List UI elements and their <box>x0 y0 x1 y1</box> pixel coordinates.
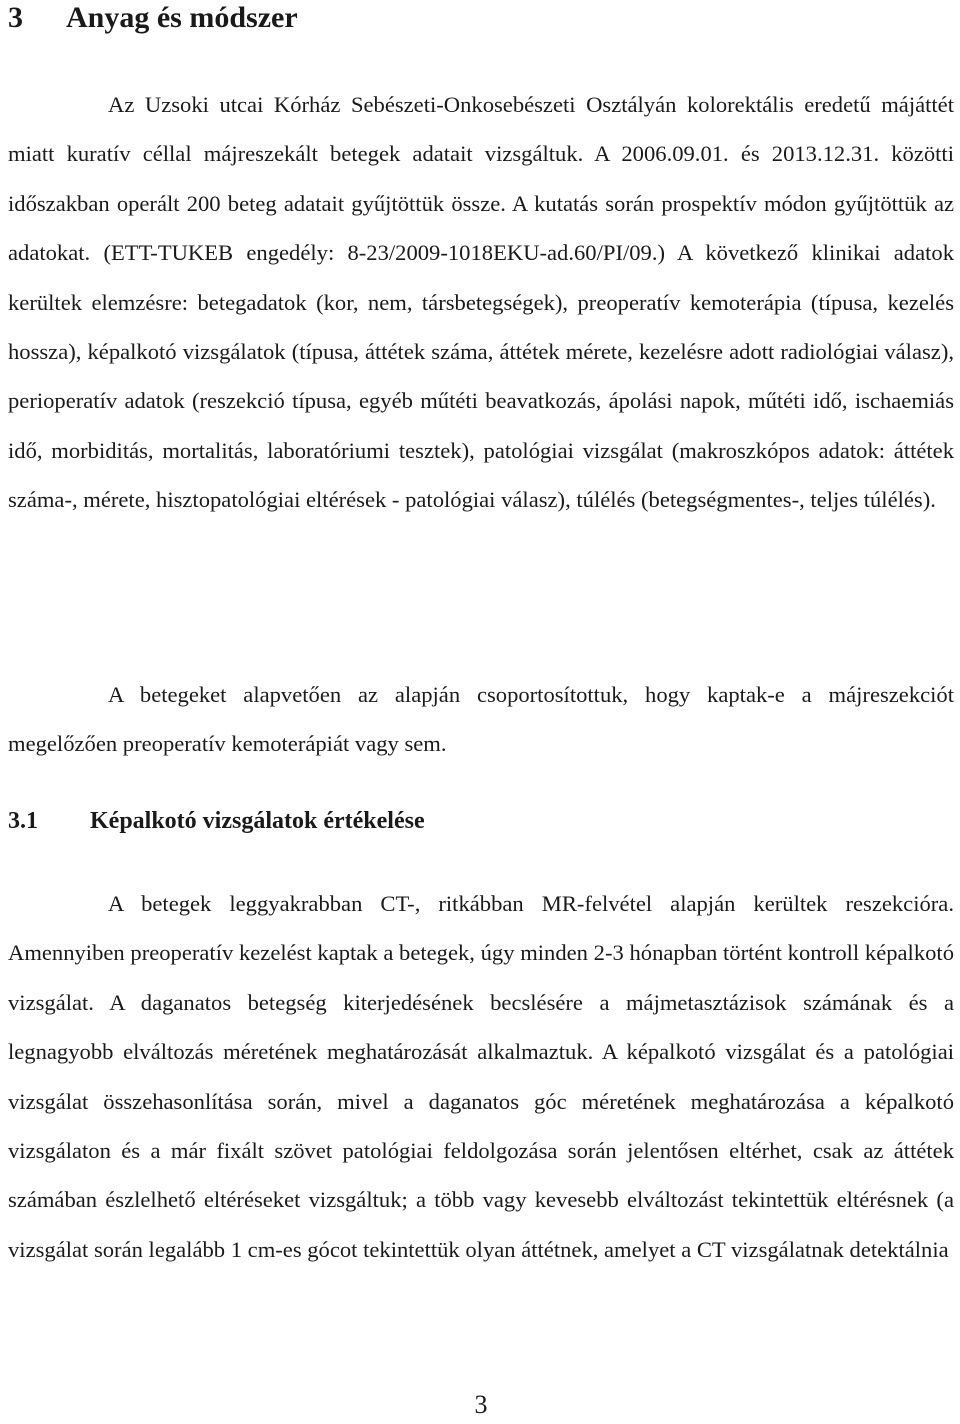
subsection-heading <box>8 804 425 838</box>
subsection-number: 3.1 <box>8 808 38 834</box>
section-heading <box>8 0 298 36</box>
section-number: 3 <box>8 1 23 34</box>
subsection-title: Képalkotó vizsgálatok értékelése <box>90 808 425 834</box>
paragraph-imaging: A betegek leggyakrabban CT-, ritkábban MR-felvétel alapján kerültek reszekcióra. Amennyiben preoperatív kezelést kaptak a betegek, úgy minden 2-3 hónapban történt kontroll képalkotó vizsgálat. A daganatos betegség kiterjedésének becslésére a májmetasztázisok számának és a legnagyobb elváltozás méretének meghatározását alkalmaztuk. A képalkotó vizsgálat és a patológiai vizsgálat összehasonlítása során, mivel a daganatos góc méretének meghatározása a képalkotó vizsgálaton és a már fixált szövet patológiai feldolgozása során jelentősen eltérhet, csak az áttétek számában észlelhető eltéréseket vizsgáltuk; a több vagy kevesebb elváltozást tekintettük eltérésnek (a vizsgálat során legalább 1 cm-es gócot tekintettük olyan áttétnek, amelyet a CT vizsgálatnak detektálnia <box>8 891 954 1262</box>
section-title: Anyag és módszer <box>66 1 298 34</box>
page-number: 3 <box>474 1390 488 1419</box>
paragraph-grouping: A betegeket alapvetően az alapján csoportosítottuk, hogy kaptak-e a májreszekciót megelőzően preoperatív kemoterápiát vagy sem. <box>8 682 954 757</box>
paragraph-methods-data: Az Uzsoki utcai Kórház Sebészeti-Onkosebészeti Osztályán kolorektális eredetű májáttét miatt kuratív céllal májreszekált betegek adatait vizsgáltuk. A 2006.09.01. és 2013.12.31. közötti időszakban operált 200 beteg adatait gyűjtöttük össze. A kutatás során prospektív módon gyűjtöttük az adatokat. (ETT-TUKEB engedély: 8-23/2009-1018EKU-ad.60/PI/09.) A következő klinikai adatok kerültek elemzésre: betegadatok (kor, nem, társbetegségek), preoperatív kemoterápia (típusa, kezelés hossza), képalkotó vizsgálatok (típusa, áttétek száma, áttétek mérete, kezelésre adott radiológiai válasz), perioperatív adatok (reszekció típusa, egyéb műtéti beavatkozás, ápolási napok, műtéti idő, ischaemiás idő, morbiditás, mortalitás, laboratóriumi tesztek), patológiai vizsgálat (makroszkópos adatok: áttétek száma-, mérete, hisztopatológiai eltérések - patológiai válasz), túlélés (betegségmentes-, teljes túlélés). <box>8 92 954 513</box>
